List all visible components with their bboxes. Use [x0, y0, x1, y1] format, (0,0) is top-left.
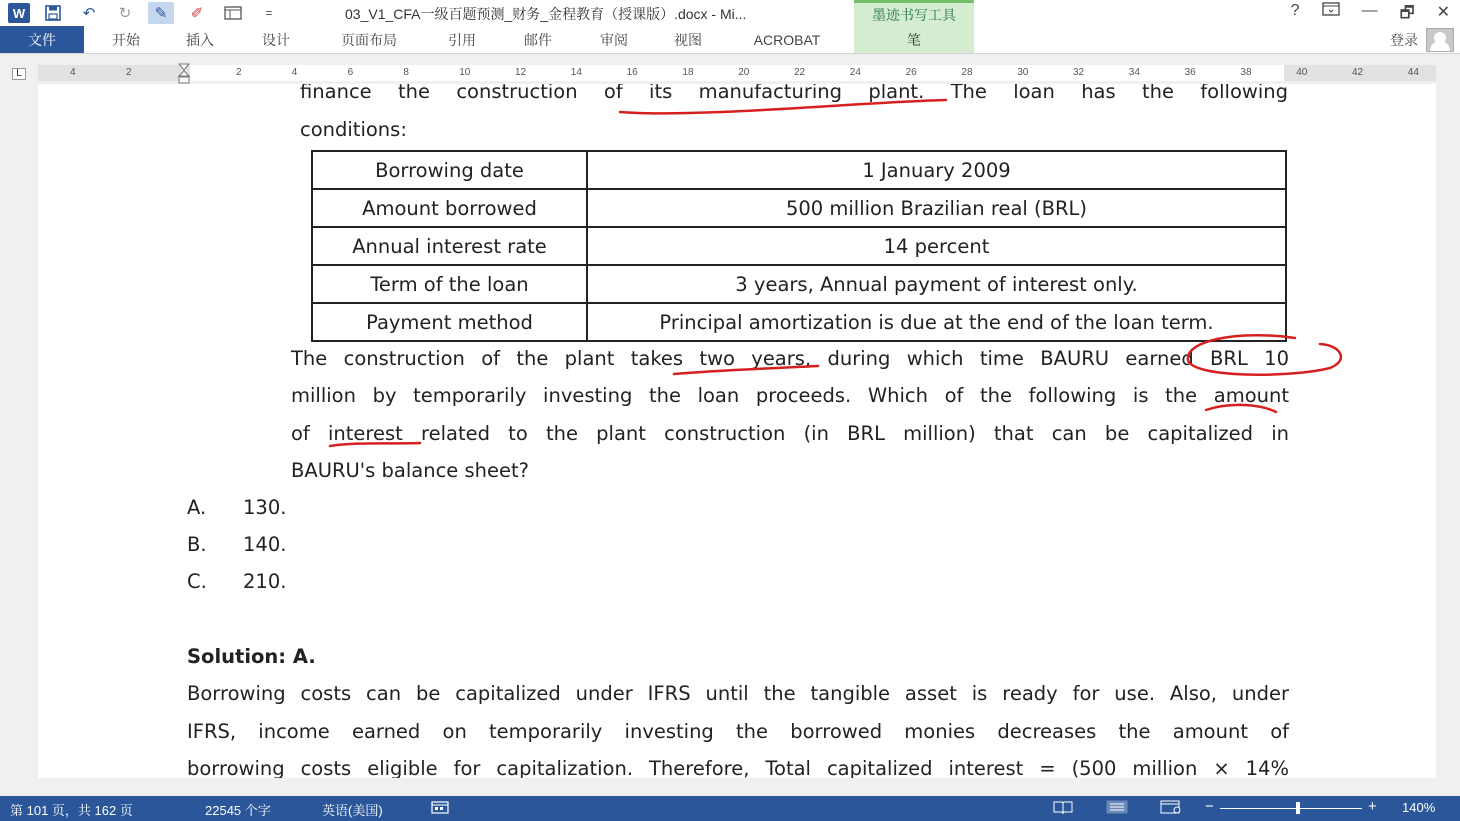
ruler-number: 16: [626, 67, 638, 78]
title-bar: [0, 0, 1460, 26]
question-line: million by temporarily investing the loan proceeds. Which of the following is the amount: [291, 384, 1289, 407]
layout-icon[interactable]: [220, 2, 246, 24]
loan-terms-table: [311, 150, 1287, 342]
solution-line: Borrowing costs can be capitalized under IFRS until the tangible asset is ready for use. Also, under: [187, 682, 1289, 705]
tab-design[interactable]: 设计: [262, 31, 290, 48]
table-cell-value: 14 percent: [587, 227, 1286, 265]
table-row: [312, 227, 1286, 265]
redo-icon[interactable]: ↻: [118, 5, 132, 22]
tab-stop-selector[interactable]: L: [12, 68, 26, 80]
table-cell-label: Amount borrowed: [312, 189, 587, 227]
ruler-number: 30: [1017, 67, 1029, 78]
solution-heading: Solution: A.: [187, 645, 316, 668]
ruler-number: 4: [291, 67, 298, 78]
language-indicator[interactable]: 英语(美国): [322, 803, 383, 818]
status-bar: [0, 796, 1460, 821]
tab-home[interactable]: 开始: [112, 31, 140, 48]
tab-view[interactable]: 视图: [674, 31, 702, 48]
eraser-icon[interactable]: ✐: [190, 5, 204, 22]
option-b-letter: B.: [187, 533, 207, 556]
ruler-number: 12: [515, 67, 527, 78]
tab-mailings[interactable]: 邮件: [524, 31, 552, 48]
option-a-value: 130.: [243, 496, 287, 519]
ruler-number: 26: [905, 67, 917, 78]
ruler-number: 28: [961, 67, 973, 78]
table-cell-label: Payment method: [312, 303, 587, 341]
table-row: [312, 151, 1286, 189]
ribbon-display-icon[interactable]: [1322, 2, 1340, 29]
undo-icon[interactable]: ↶: [82, 5, 96, 22]
ruler-number: 2: [236, 67, 242, 78]
solution-line: borrowing costs eligible for capitalization. Therefore, Total capitalized interest = (500 million × 14%: [187, 757, 1289, 778]
close-icon[interactable]: ✕: [1436, 4, 1450, 21]
zoom-slider[interactable]: [1220, 808, 1362, 809]
word-logo-icon[interactable]: W: [8, 3, 30, 23]
table-cell-label: Term of the loan: [312, 265, 587, 303]
page-count[interactable]: 第 101 页，共 162 页: [10, 803, 133, 818]
question-line: The construction of the plant takes two years, during which time BAURU earned BRL 10: [291, 347, 1289, 370]
ruler-number: 14: [570, 67, 582, 78]
window-controls: [1291, 2, 1450, 29]
horizontal-ruler[interactable]: [0, 62, 1460, 84]
solution-line: IFRS, income earned on temporarily investing the borrowed monies decreases the amount of: [187, 720, 1289, 743]
ruler-number: 22: [794, 67, 806, 78]
minimize-icon[interactable]: —: [1361, 2, 1378, 19]
table-cell-value: 500 million Brazilian real (BRL): [587, 189, 1286, 227]
table-cell-label: Borrowing date: [312, 151, 587, 189]
ruler-number: 18: [682, 67, 694, 78]
question-line: of interest related to the plant construction (in BRL million) that can be capitalized in: [291, 422, 1289, 445]
option-b-value: 140.: [243, 533, 287, 556]
pen-icon[interactable]: ✎: [148, 2, 174, 24]
ruler-number: 36: [1184, 67, 1196, 78]
restore-icon[interactable]: 🗗: [1399, 5, 1415, 22]
option-c-letter: C.: [187, 570, 207, 593]
conditions-label: conditions:: [300, 118, 407, 141]
zoom-slider-thumb[interactable]: [1296, 802, 1300, 814]
tab-layout[interactable]: 页面布局: [341, 31, 397, 48]
ruler-number: 6: [347, 67, 354, 78]
ruler-number: 44: [1407, 67, 1419, 78]
zoom-in-icon[interactable]: +: [1368, 798, 1377, 815]
table-row: [312, 265, 1286, 303]
table-cell-value: 3 years, Annual payment of interest only.: [587, 265, 1286, 303]
quick-access-toolbar: [8, 2, 282, 24]
table-cell-value: 1 January 2009: [587, 151, 1286, 189]
table-row: [312, 303, 1286, 341]
ink-tools-label: 墨迹书写工具: [854, 0, 974, 26]
help-icon[interactable]: ?: [1290, 2, 1300, 19]
web-layout-icon[interactable]: [1160, 800, 1182, 817]
ruler-number: 20: [738, 67, 750, 78]
ruler-text-area: [190, 65, 1284, 81]
tab-pen[interactable]: 笔: [854, 26, 974, 53]
login-link[interactable]: 登录: [1390, 32, 1418, 48]
ruler-number: 38: [1240, 67, 1252, 78]
document-title: 03_V1_CFA一级百题预测_财务_金程教育（授课版）.docx - Mi...: [345, 6, 747, 22]
tab-file[interactable]: 文件: [0, 26, 84, 53]
table-row: [312, 189, 1286, 227]
zoom-out-icon[interactable]: −: [1205, 798, 1214, 815]
question-line: BAURU's balance sheet?: [291, 459, 530, 482]
avatar-icon[interactable]: [1426, 28, 1454, 52]
ruler-number: 2: [126, 67, 132, 78]
ruler-number: 42: [1352, 67, 1364, 78]
zoom-level[interactable]: 140%: [1402, 800, 1436, 815]
ruler-number: 10: [459, 67, 471, 78]
table-cell-value: Principal amortization is due at the end of the loan term.: [587, 303, 1286, 341]
save-icon[interactable]: [40, 2, 66, 24]
partial-line: finance the construction of its manufacturing plant. The loan has the following: [300, 84, 1288, 103]
tab-acrobat[interactable]: ACROBAT: [753, 31, 821, 48]
ruler-number: 40: [1296, 67, 1308, 78]
tab-references[interactable]: 引用: [448, 31, 476, 48]
ruler-number: 24: [849, 67, 861, 78]
print-layout-icon[interactable]: [1106, 800, 1128, 817]
tab-review[interactable]: 审阅: [600, 31, 628, 48]
tab-insert[interactable]: 插入: [186, 31, 214, 48]
ruler-number: 34: [1128, 67, 1140, 78]
option-c-value: 210.: [243, 570, 287, 593]
word-count[interactable]: 22545 个字: [205, 803, 271, 818]
table-cell-label: Annual interest rate: [312, 227, 587, 265]
ruler-number: 32: [1073, 67, 1085, 78]
ruler-number: 8: [403, 67, 409, 78]
document-page[interactable]: [38, 84, 1436, 778]
macro-record-icon[interactable]: [431, 800, 449, 817]
ruler-number: 4: [70, 67, 76, 78]
ribbon-tabs: [0, 26, 1460, 54]
read-mode-icon[interactable]: [1053, 800, 1073, 817]
customize-qat-icon[interactable]: =: [265, 6, 273, 20]
option-a-letter: A.: [187, 496, 207, 519]
